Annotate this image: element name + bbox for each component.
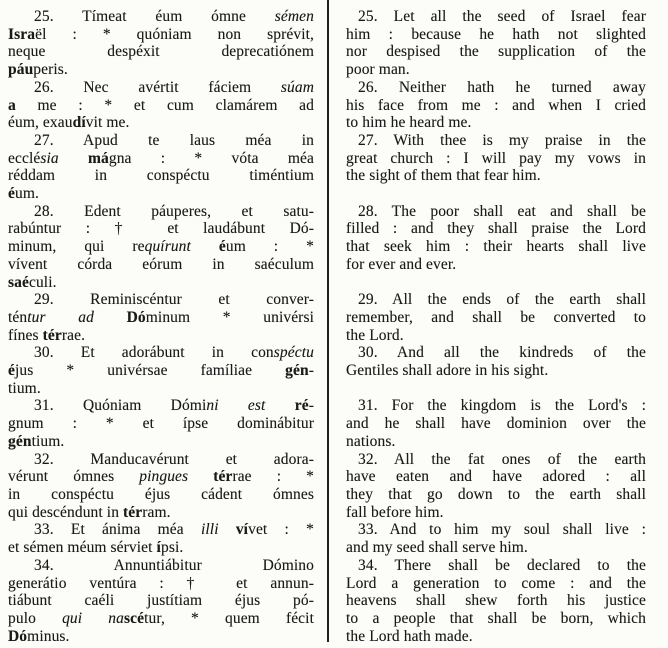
- text-run: saé: [8, 273, 29, 291]
- latin-line: [8, 575, 314, 593]
- text-run: rae.: [61, 326, 86, 344]
- text-run: 31. Quóniam Dómi: [34, 397, 207, 415]
- text-run: 32. Manducavérunt et adora-: [34, 450, 314, 468]
- latin-line: [8, 150, 314, 168]
- english-line: [346, 415, 646, 433]
- text-run: quírunt: [144, 238, 191, 256]
- text-run: [191, 238, 219, 255]
- latin-verse: [0, 8, 314, 79]
- text-run: minum, qui re: [8, 238, 145, 256]
- latin-line: [8, 397, 314, 415]
- text-run: qui na: [62, 609, 124, 627]
- english-line: [346, 539, 646, 557]
- verse-row: [0, 344, 668, 397]
- text-run: dí: [72, 114, 86, 132]
- latin-verse: [0, 291, 314, 344]
- text-run: the Lord.: [346, 326, 404, 344]
- text-run: qui descéndunt in: [8, 503, 124, 521]
- latin-line: [8, 327, 314, 345]
- english-verse: [346, 344, 646, 397]
- text-run: tium.: [31, 432, 65, 450]
- english-verse: [346, 79, 646, 132]
- english-verse: [346, 291, 646, 344]
- text-run: 26. Neither hath he turned away: [358, 78, 646, 96]
- verse-row: [0, 557, 668, 646]
- text-run: Dó: [8, 627, 28, 645]
- text-run: 32. All the fat ones of the earth: [358, 450, 646, 468]
- text-run: rabúntur : † et laudábunt Dó-: [8, 220, 314, 238]
- latin-line: [8, 380, 314, 398]
- latin-line: [8, 557, 314, 575]
- text-run: Gentiles shall adore in his sight.: [346, 362, 549, 380]
- latin-line: [8, 274, 314, 292]
- verse-rows: [0, 8, 668, 645]
- english-line: [346, 220, 646, 238]
- text-run: 34. There shall be declared to the: [358, 556, 646, 574]
- text-run: jus * univérsae famíliae: [14, 362, 286, 380]
- latin-line: [8, 291, 314, 309]
- text-run: í: [156, 539, 161, 557]
- text-run: gén: [285, 362, 309, 380]
- latin-verse: [0, 451, 314, 522]
- verse-row: [0, 521, 668, 556]
- latin-line: [8, 344, 314, 362]
- text-run: sia: [40, 149, 59, 167]
- text-run: é: [8, 362, 15, 380]
- text-run: scé: [123, 609, 145, 627]
- english-line: [346, 97, 646, 115]
- english-line: [346, 397, 646, 415]
- latin-line: [8, 8, 314, 26]
- text-run: tén: [8, 308, 28, 326]
- text-run: illi: [200, 521, 219, 539]
- text-run: ecclé: [8, 149, 41, 167]
- english-line: [346, 256, 646, 274]
- text-run: me : * et cum clamárem ad: [15, 96, 314, 114]
- latin-line: [8, 610, 314, 628]
- text-run: the Lord hath made.: [346, 627, 473, 645]
- text-run: 28. Edent páuperes, et satu-: [34, 202, 314, 220]
- latin-line: [8, 114, 314, 132]
- text-run: spéctu: [273, 344, 314, 362]
- english-line: [346, 167, 646, 185]
- verse-row: [0, 79, 668, 132]
- english-line: [346, 238, 646, 256]
- latin-line: [8, 220, 314, 238]
- text-run: generátio ventúra : † et annun-: [8, 574, 314, 592]
- latin-line: [8, 539, 314, 557]
- text-run: great church : I will pay my vows in: [346, 149, 646, 167]
- text-run: the sight of them that fear him.: [346, 167, 541, 185]
- text-run: ram.: [142, 503, 171, 521]
- latin-line: [8, 167, 314, 185]
- text-run: pulo: [8, 609, 63, 627]
- text-run: súam: [280, 78, 314, 96]
- latin-line: [8, 486, 314, 504]
- verse-row: [0, 203, 668, 292]
- latin-line: [8, 79, 314, 97]
- text-run: réddam in conspéctu timéntium: [8, 167, 314, 185]
- text-run: má: [87, 149, 109, 167]
- text-run: to him he heard me.: [346, 114, 472, 132]
- text-run: rae : *: [232, 468, 314, 486]
- text-run: psi.: [160, 539, 184, 557]
- text-run: culi.: [28, 273, 57, 291]
- text-run: to a people that shall be born, which: [346, 609, 646, 627]
- english-verse: [346, 451, 646, 522]
- text-run: ré: [294, 397, 309, 415]
- text-run: [219, 521, 236, 538]
- text-run: that seek him : their hearts shall live: [346, 238, 646, 256]
- english-line: [346, 592, 646, 610]
- english-line: [346, 628, 646, 646]
- latin-line: [8, 521, 314, 539]
- latin-line: [8, 238, 314, 256]
- english-line: [346, 132, 646, 150]
- latin-line: [8, 203, 314, 221]
- text-run: peris.: [33, 61, 68, 79]
- text-run: vit me.: [85, 114, 130, 132]
- latin-verse: [0, 132, 314, 203]
- english-line: [346, 291, 646, 309]
- text-run: ví: [235, 521, 249, 539]
- text-run: tur, * quem fécit: [144, 609, 314, 627]
- text-run: ël : * quóniam non sprévit,: [35, 25, 314, 43]
- text-run: vet : *: [248, 521, 314, 539]
- english-line: [346, 610, 646, 628]
- text-run: nations.: [346, 432, 396, 450]
- latin-line: [8, 61, 314, 79]
- text-run: Lord a generation to come : and the: [346, 574, 646, 592]
- text-run: Isra: [8, 25, 36, 43]
- english-line: [346, 309, 646, 327]
- english-line: [346, 362, 646, 380]
- english-line: [346, 451, 646, 469]
- text-run: tér: [213, 468, 233, 486]
- english-line: [346, 575, 646, 593]
- text-run: 25. Let all the seed of Israel fear: [358, 8, 646, 25]
- verse-row: [0, 291, 668, 344]
- text-run: have eaten and have adored : all: [346, 468, 646, 486]
- text-run: [265, 397, 294, 414]
- text-run: 27. With thee is my praise in the: [358, 131, 646, 149]
- english-line: [346, 26, 646, 44]
- latin-line: [8, 433, 314, 451]
- latin-verse: [0, 79, 314, 132]
- text-run: 30. Et adorábunt in con: [34, 344, 274, 362]
- text-run: neque despéxit deprecatiónem: [8, 43, 314, 61]
- latin-verse: [0, 203, 314, 292]
- english-line: [346, 114, 646, 132]
- latin-line: [8, 451, 314, 469]
- english-line: [346, 61, 646, 79]
- verse-row: [0, 451, 668, 522]
- latin-line: [8, 415, 314, 433]
- english-line: [346, 486, 646, 504]
- text-run: gén: [8, 432, 32, 450]
- text-run: minum * univérsi: [145, 308, 314, 326]
- text-run: gna : * vóta méa: [108, 149, 314, 167]
- latin-line: [8, 504, 314, 522]
- text-run: -: [308, 362, 314, 380]
- english-line: [346, 327, 646, 345]
- latin-line: [8, 26, 314, 44]
- english-line: [346, 43, 646, 61]
- english-line: [346, 344, 646, 362]
- text-run: ni est: [206, 397, 266, 415]
- text-run: Dó: [126, 308, 146, 326]
- latin-verse: [0, 557, 314, 646]
- english-verse: [346, 557, 646, 646]
- latin-line: [8, 309, 314, 327]
- latin-line: [8, 362, 314, 380]
- latin-line: [8, 132, 314, 150]
- verse-row: [0, 8, 668, 79]
- text-run: poor man.: [346, 61, 410, 79]
- latin-line: [8, 592, 314, 610]
- english-line: [346, 8, 646, 26]
- text-run: tér: [123, 503, 143, 521]
- text-run: 26. Nec avértit fáciem: [34, 78, 281, 96]
- text-run: 25. Tímeat éum ómne: [34, 8, 275, 25]
- latin-line: [8, 468, 314, 486]
- text-run: tur ad: [27, 308, 94, 326]
- english-verse: [346, 132, 646, 203]
- text-run: vívent córda eórum in saéculum: [8, 255, 314, 273]
- text-run: fall before him.: [346, 503, 444, 521]
- text-run: 33. Et ánima méa: [34, 521, 201, 539]
- english-line: [346, 557, 646, 575]
- text-run: fínes: [8, 326, 43, 344]
- text-run: 29. All the ends of the earth shall: [358, 291, 646, 309]
- text-run: 33. And to him my soul shall live :: [358, 521, 646, 539]
- text-run: -: [308, 397, 314, 415]
- text-run: minus.: [27, 627, 70, 645]
- latin-line: [8, 185, 314, 203]
- text-run: heavens shall shew forth his justice: [346, 592, 646, 610]
- english-line: [346, 521, 646, 539]
- verse-row: [0, 132, 668, 203]
- text-run: é: [218, 238, 226, 256]
- latin-line: [8, 43, 314, 61]
- text-run: a: [8, 96, 16, 114]
- text-run: [188, 468, 213, 485]
- english-line: [346, 79, 646, 97]
- text-run: 28. The poor shall eat and shall be: [358, 202, 646, 220]
- text-run: and he shall have dominion over the: [346, 415, 646, 433]
- text-run: páu: [8, 61, 34, 79]
- text-run: his face from me : and when I cried: [346, 96, 646, 114]
- text-run: they that go down to the earth shall: [346, 485, 646, 503]
- english-line: [346, 150, 646, 168]
- english-verse: [346, 203, 646, 292]
- latin-line: [8, 97, 314, 115]
- latin-verse: [0, 521, 314, 556]
- english-verse: [346, 397, 646, 450]
- english-line: [346, 203, 646, 221]
- text-run: 29. Reminiscéntur et conver-: [34, 291, 314, 309]
- english-line: [346, 433, 646, 451]
- text-run: and my seed shall serve him.: [346, 539, 528, 557]
- latin-verse: [0, 397, 314, 450]
- text-run: tium.: [8, 379, 41, 397]
- verse-row: [0, 397, 668, 450]
- latin-line: [8, 256, 314, 274]
- english-line: [346, 468, 646, 486]
- english-line: [346, 504, 646, 522]
- text-run: him : because he hath not slighted: [346, 25, 646, 43]
- latin-verse: [0, 344, 314, 397]
- text-run: tiábunt caéli justítiam éjus pó-: [8, 592, 314, 610]
- text-run: 27. Apud te laus méa in: [34, 131, 314, 149]
- text-run: filled : and they shall praise the Lord: [346, 220, 646, 238]
- text-run: [59, 150, 88, 167]
- text-run: vérunt ómnes: [8, 468, 140, 486]
- text-run: éum, exau: [8, 114, 73, 132]
- text-run: for ever and ever.: [346, 255, 457, 273]
- text-run: [94, 309, 127, 326]
- text-run: remember, and shall be converted to: [346, 308, 646, 326]
- text-run: 34. Annuntiábitur Dómino: [34, 556, 314, 574]
- text-run: in conspéctu éjus cádent ómnes: [8, 485, 314, 503]
- text-run: gnum : * et ípse dominábitur: [8, 415, 314, 433]
- text-run: um.: [14, 185, 39, 203]
- text-run: 31. For the kingdom is the Lord's :: [358, 397, 646, 415]
- latin-line: [8, 628, 314, 646]
- text-run: um : *: [225, 238, 314, 256]
- text-run: nor despised the supplication of the: [346, 43, 646, 61]
- text-run: et sémen méum sérviet: [8, 539, 157, 557]
- text-run: pingues: [139, 468, 189, 486]
- text-run: é: [8, 185, 15, 203]
- text-run: tér: [42, 326, 62, 344]
- english-verse: [346, 8, 646, 79]
- english-verse: [346, 521, 646, 556]
- text-run: 30. And all the kindreds of the: [358, 344, 646, 362]
- text-run: sémen: [274, 8, 314, 25]
